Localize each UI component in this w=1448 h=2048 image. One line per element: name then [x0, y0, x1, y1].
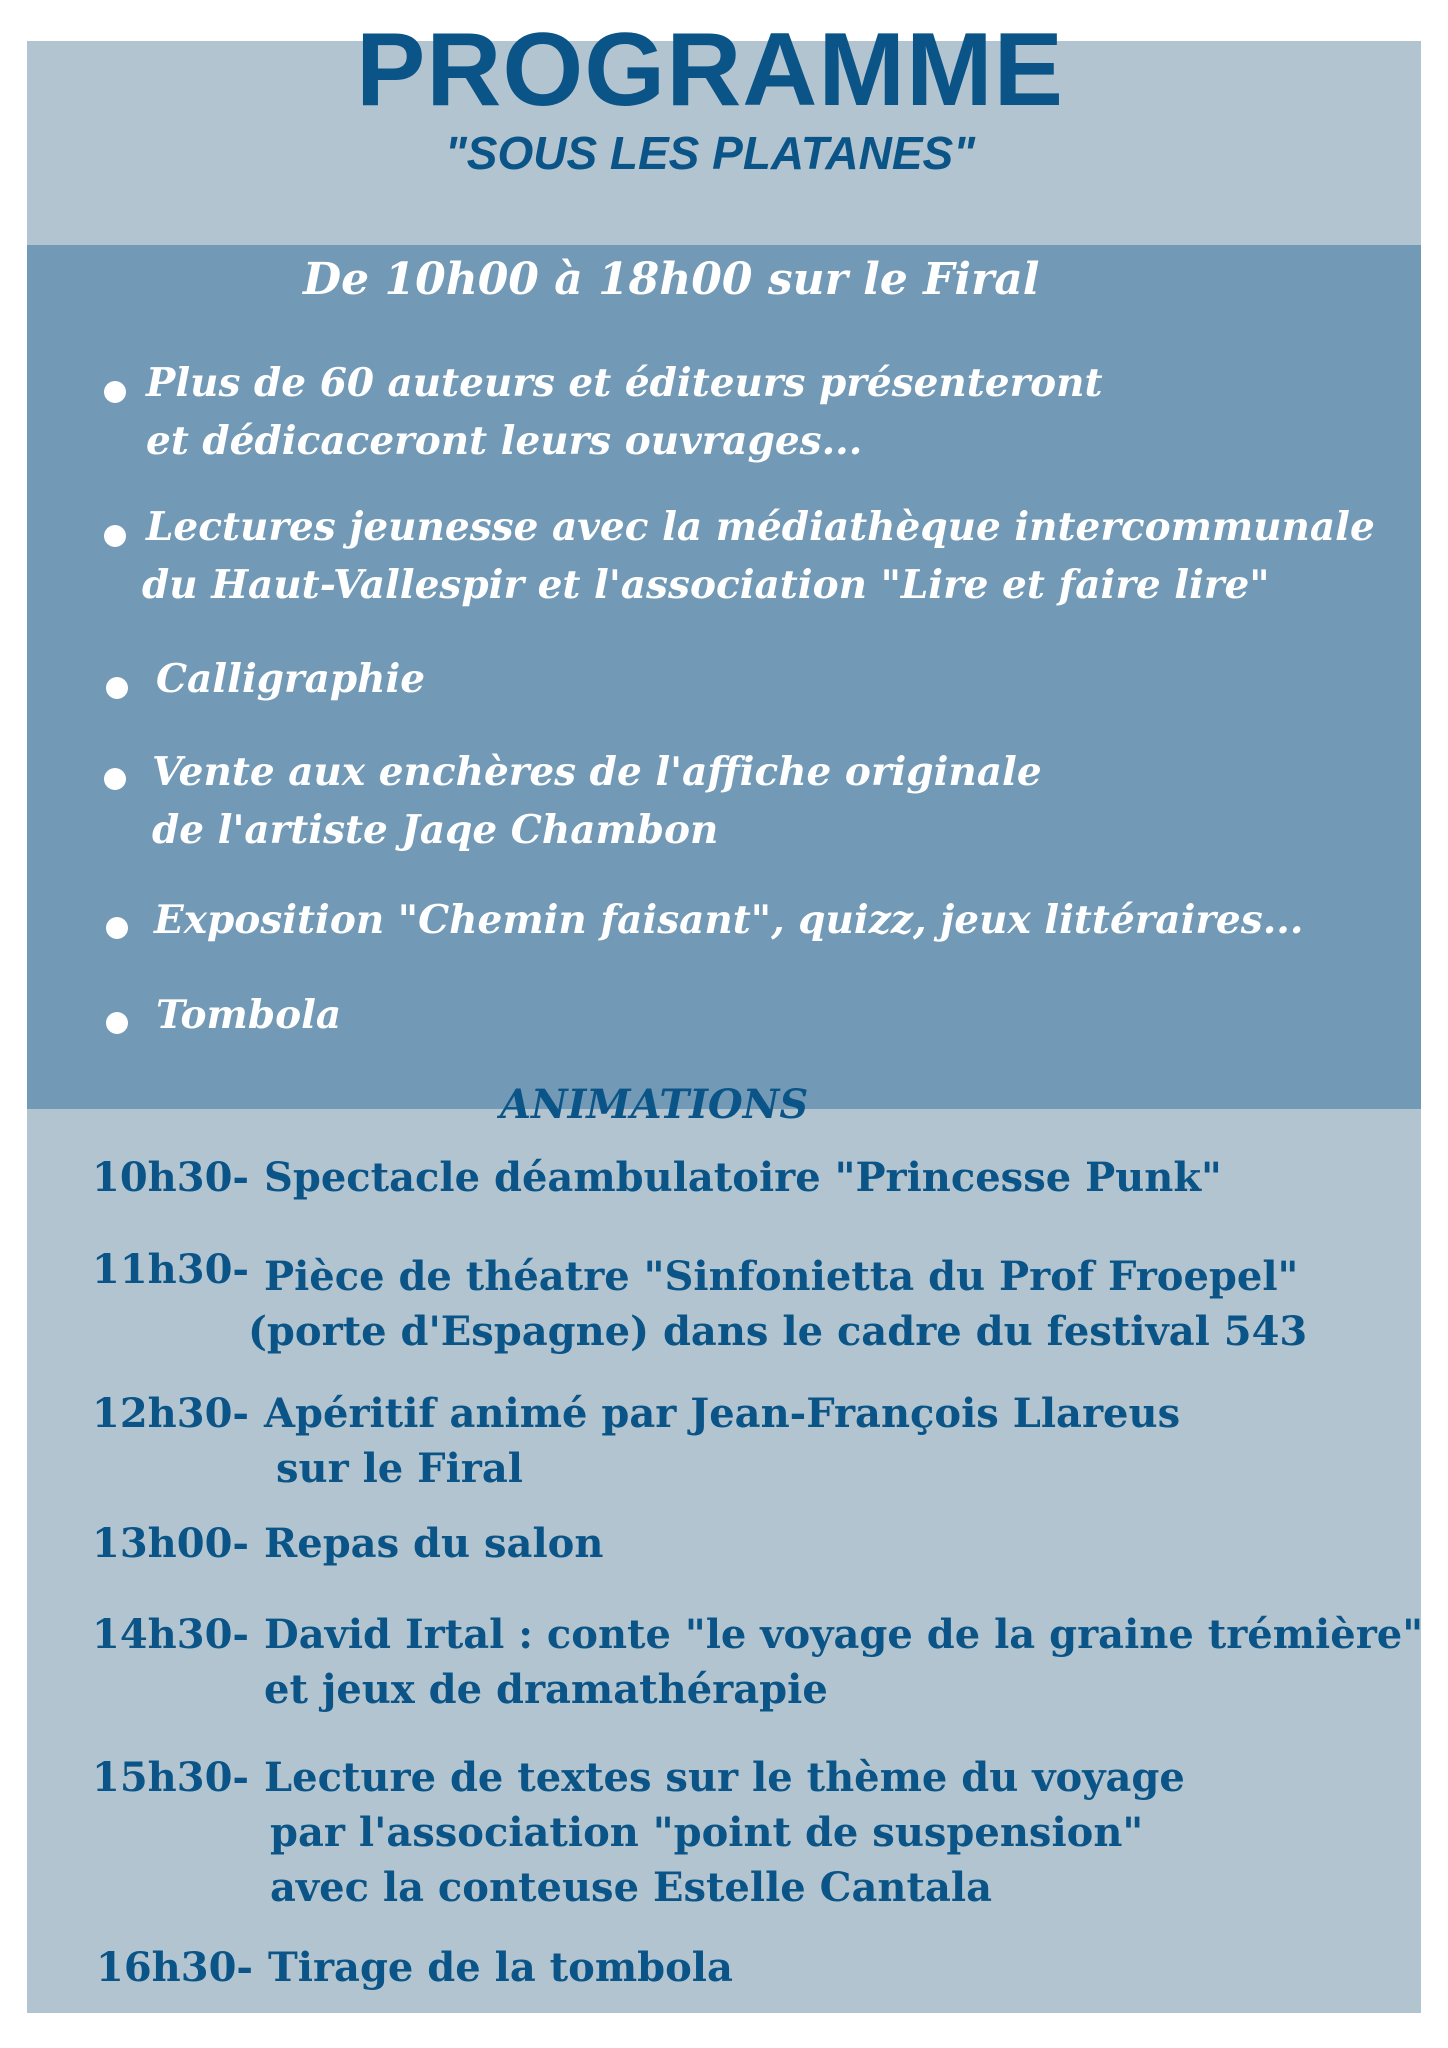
schedule-time: 11h30- — [92, 1246, 250, 1293]
schedule-time: 16h30- — [96, 1944, 254, 1991]
schedule-description — [264, 1386, 1180, 1496]
schedule-line: Repas du salon — [264, 1520, 604, 1567]
schedule-line: Lecture de textes sur le thème du voyage — [264, 1754, 1185, 1801]
schedule-time: 14h30- — [92, 1611, 250, 1658]
bullet-icon — [106, 917, 128, 939]
info-item-readings — [142, 498, 1375, 614]
schedule-description — [264, 1607, 1423, 1717]
info-item-line: Calligraphie — [156, 656, 426, 702]
schedule-description — [248, 1249, 1308, 1359]
info-item-calligraphy — [156, 650, 425, 708]
schedule-time: 12h30- — [92, 1390, 250, 1437]
info-item-line: Exposition "Chemin faisant", quizz, jeux littéraires... — [154, 897, 1304, 943]
schedule-time: 15h30- — [92, 1754, 250, 1801]
schedule-line: sur le Firal — [276, 1445, 523, 1492]
schedule-description — [264, 1516, 603, 1571]
schedule-line: et jeux de dramathérapie — [264, 1666, 828, 1713]
info-item-line: du Haut-Vallespir et l'association "Lire et faire lire" — [142, 562, 1270, 608]
info-item-auction — [152, 743, 1042, 859]
schedule-description — [264, 1150, 1222, 1205]
schedule-line: Spectacle déambulatoire "Princesse Punk" — [264, 1154, 1222, 1201]
schedule-line: Pièce de théatre "Sinfonietta du Prof Froepel" — [264, 1253, 1299, 1300]
page-subtitle: "SOUS LES PLATANES" — [444, 127, 976, 179]
bullet-icon — [104, 768, 126, 790]
schedule-line: avec la conteuse Estelle Cantala — [270, 1864, 992, 1911]
info-item-line: de l'artiste Jaqe Chambon — [152, 807, 719, 853]
bullet-icon — [106, 1012, 128, 1034]
schedule-description — [268, 1940, 733, 1995]
info-item-line: Plus de 60 auteurs et éditeurs présenteront — [146, 360, 1103, 406]
info-item-line: Tombola — [156, 992, 342, 1038]
schedule-line: par l'association "point de suspension" — [270, 1809, 1144, 1856]
info-item-line: Vente aux enchères de l'affiche originale — [152, 749, 1042, 795]
schedule-time: 10h30- — [92, 1154, 250, 1201]
bullet-icon — [106, 677, 128, 699]
bullet-icon — [104, 381, 126, 403]
bullet-icon — [104, 525, 126, 547]
page-title: PROGRAMME — [355, 12, 1065, 128]
schedule-line: Apéritif animé par Jean-François Llareus — [264, 1390, 1181, 1437]
info-item-authors — [146, 354, 1103, 470]
info-item-line: et dédicaceront leurs ouvrages... — [146, 418, 863, 464]
schedule-line: David Irtal : conte "le voyage de la graine trémière" — [264, 1611, 1424, 1658]
schedule-time: 13h00- — [92, 1520, 250, 1567]
info-item-tombola — [156, 986, 341, 1044]
info-item-exhibition — [154, 891, 1303, 949]
schedule-line: Tirage de la tombola — [268, 1944, 733, 1991]
opening-hours: De 10h00 à 18h00 sur le Firal — [303, 254, 1040, 305]
schedule-description — [264, 1750, 1185, 1915]
schedule-line: (porte d'Espagne) dans le cadre du festival 543 — [248, 1308, 1308, 1355]
animations-title: ANIMATIONS — [500, 1081, 809, 1128]
info-item-line: Lectures jeunesse avec la médiathèque intercommunale — [146, 504, 1375, 550]
